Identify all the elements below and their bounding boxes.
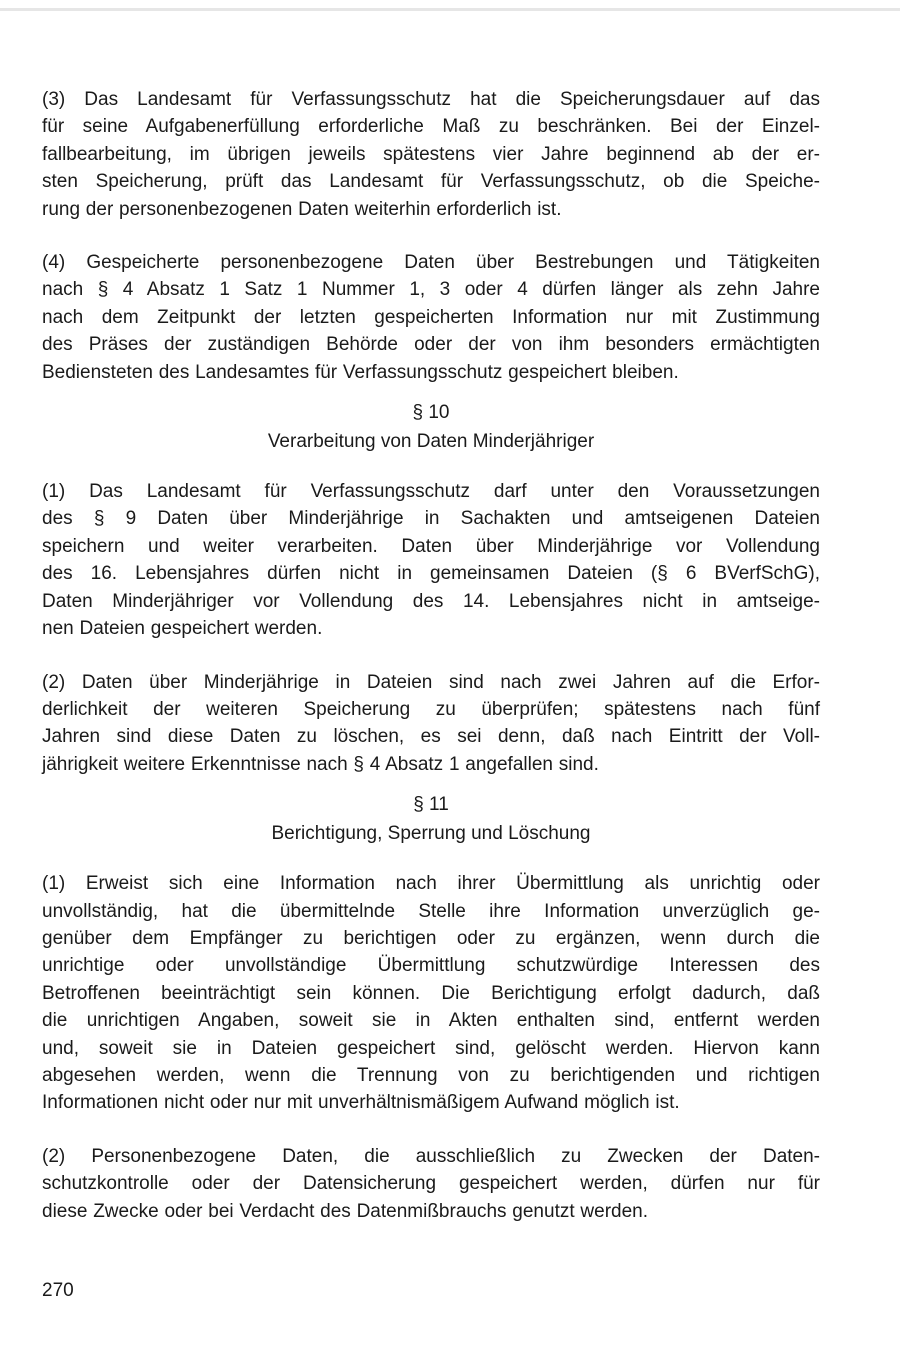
section-11-paragraph-2	[42, 1143, 820, 1225]
text-line: fallbearbeitung, im übrigen jeweils spätestens vier Jahre beginnend ab der er-	[42, 143, 820, 165]
text-line: Informationen nicht oder nur mit unverhältnismäßigem Aufwand möglich ist.	[42, 1092, 680, 1114]
section-title: Berichtigung, Sperrung und Löschung	[271, 823, 591, 845]
text-line: Betroffenen beeinträchtigt sein können. Die Berichtigung erfolgt dadurch, daß	[42, 982, 820, 1004]
section-11-heading	[42, 791, 820, 849]
text-line: des 16. Lebensjahres dürfen nicht in gemeinsamen Dateien (§ 6 BVerfSchG),	[42, 563, 820, 585]
text-line: (2) Daten über Minderjährige in Dateien sind nach zwei Jahren auf die Erfor-	[42, 671, 820, 693]
section-10-paragraph-1	[42, 478, 820, 642]
text-line: nen Dateien gespeichert werden.	[42, 618, 323, 640]
text-line: (2) Personenbezogene Daten, die ausschließlich zu Zwecken der Daten-	[42, 1145, 820, 1167]
text-line: Bediensteten des Landesamtes für Verfassungsschutz gespeichert bleiben.	[42, 361, 679, 383]
text-line: des § 9 Daten über Minderjährige in Sachakten und amtseigenen Dateien	[42, 508, 820, 530]
text-line: sten Speicherung, prüft das Landesamt für Verfassungsschutz, ob die Speiche-	[42, 171, 820, 193]
paragraph-3	[42, 86, 820, 223]
text-line: Jahren sind diese Daten zu löschen, es sei denn, daß nach Eintritt der Voll-	[42, 726, 820, 748]
section-number: § 10	[412, 402, 450, 424]
text-line: rung der personenbezogenen Daten weiterhin erforderlich ist.	[42, 198, 562, 220]
text-line: (3) Das Landesamt für Verfassungsschutz hat die Speicherungsdauer auf das	[42, 89, 820, 110]
text-line: jährigkeit weitere Erkenntnisse nach § 4 Absatz 1 angefallen sind.	[42, 753, 599, 775]
section-11-paragraph-1	[42, 870, 820, 1117]
text-line: des Präses der zuständigen Behörde oder der von ihm besonders ermächtigten	[42, 334, 820, 356]
text-line: (4) Gespeicherte personenbezogene Daten über Bestrebungen und Tätigkeiten	[42, 252, 820, 274]
text-line: schutzkontrolle oder der Datensicherung gespeichert werden, dürfen nur für	[42, 1173, 820, 1195]
text-line: nach § 4 Absatz 1 Satz 1 Nummer 1, 3 oder 4 dürfen länger als zehn Jahre	[42, 279, 820, 301]
text-line: diese Zwecke oder bei Verdacht des Datenmißbrauchs genutzt werden.	[42, 1200, 648, 1222]
text-line: unvollständig, hat die übermittelnde Stelle ihre Information unverzüglich ge-	[42, 900, 820, 922]
section-title: Verarbeitung von Daten Minderjähriger	[267, 431, 595, 453]
text-line: die unrichtigen Angaben, soweit sie in Akten enthalten sind, entfernt werden	[42, 1010, 820, 1032]
text-line: derlichkeit der weiteren Speicherung zu überprüfen; spätestens nach fünf	[42, 698, 820, 720]
text-line: für seine Aufgabenerfüllung erforderliche Maß zu beschränken. Bei der Einzel-	[42, 116, 820, 138]
document-page	[42, 86, 820, 1225]
paragraph-4	[42, 249, 820, 386]
text-line: Daten Minderjähriger vor Vollendung des 14. Lebensjahres nicht in amtseige-	[42, 590, 820, 612]
text-line: speichern und weiter verarbeiten. Daten über Minderjährige vor Vollendung	[42, 535, 820, 557]
text-line: nach dem Zeitpunkt der letzten gespeicherten Information nur mit Zustimmung	[42, 306, 820, 328]
text-line: abgesehen werden, wenn die Trennung von zu berichtigenden und richtigen	[42, 1064, 820, 1086]
text-line: genüber dem Empfänger zu berichtigen oder zu ergänzen, wenn durch die	[42, 927, 820, 949]
text-line: unrichtige oder unvollständige Übermittlung schutzwürdige Interessen des	[42, 955, 820, 977]
text-line: (1) Das Landesamt für Verfassungsschutz darf unter den Voraussetzungen	[42, 481, 820, 503]
page-number: 270	[42, 1280, 74, 1301]
text-line: und, soweit sie in Dateien gespeichert sind, gelöscht werden. Hiervon kann	[42, 1037, 820, 1059]
section-number: § 11	[413, 794, 449, 816]
top-scan-edge	[0, 8, 900, 11]
section-10-heading	[42, 399, 820, 457]
text-line: (1) Erweist sich eine Information nach ihrer Übermittlung als unrichtig oder	[42, 873, 820, 895]
section-10-paragraph-2	[42, 669, 820, 779]
